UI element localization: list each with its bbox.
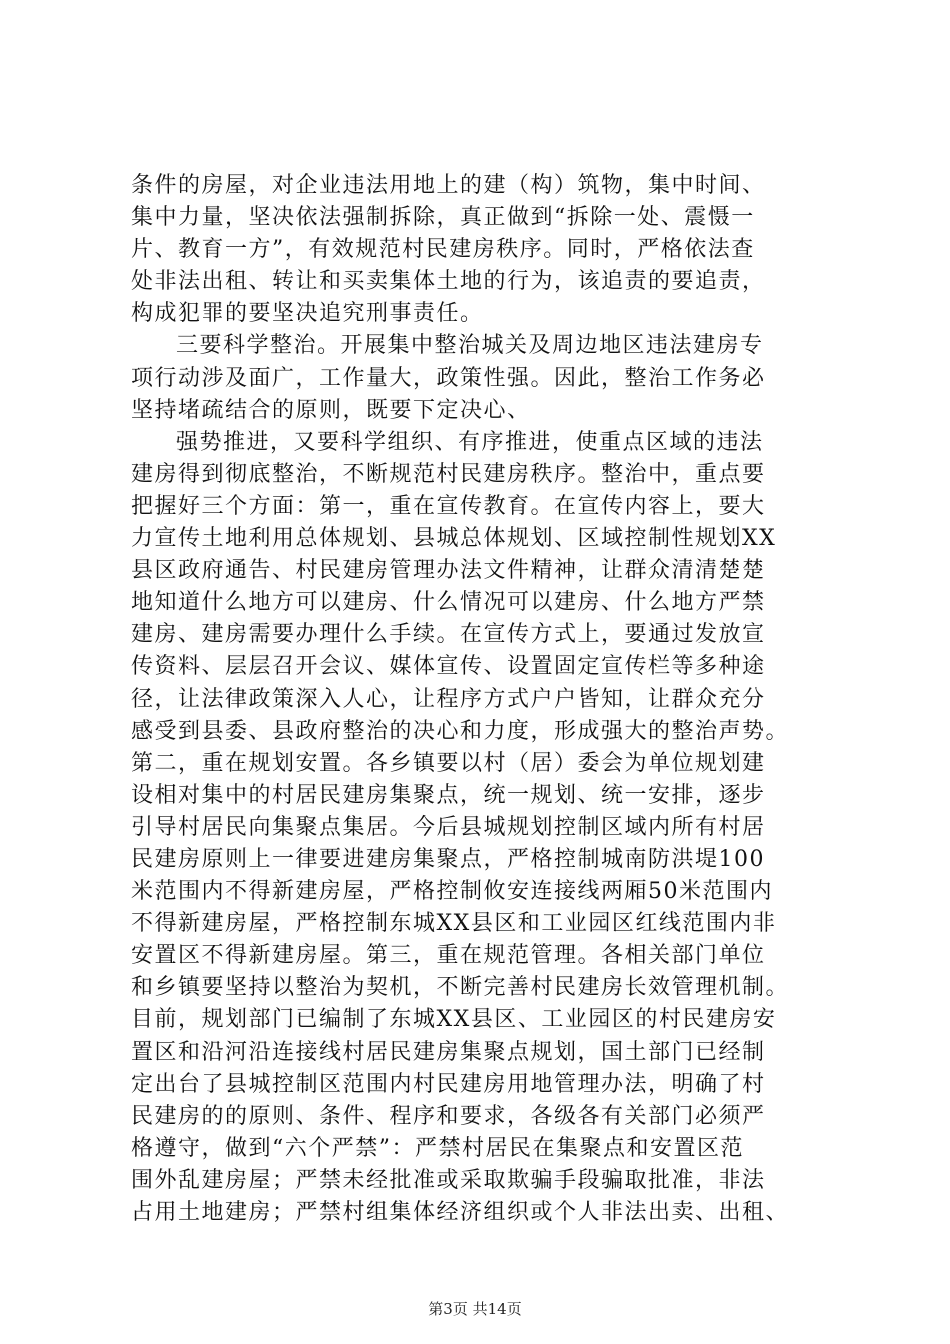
- text-line: 构成犯罪的要坚决追究刑事责任。: [131, 301, 484, 327]
- text-line: 引导村居民向集聚点集居。今后县城规划控制区域内所有村居: [131, 814, 766, 840]
- text-line: 建房、建房需要办理什么手续。在宣传方式上，要通过发放宣: [131, 622, 766, 648]
- text-line: 坚持堵疏结合的原则，既要下定决心、: [131, 397, 531, 423]
- text-line: 建房得到彻底整治，不断规范村民建房秩序。整治中，重点要: [131, 461, 766, 487]
- text-line: 处非法出租、转让和买卖集体土地的行为，该追责的要追责，: [131, 269, 766, 295]
- text-line: 条件的房屋，对企业违法用地上的建（构）筑物，集中时间、: [131, 173, 766, 198]
- text-line: 定出台了县城控制区范围内村民建房用地管理办法，明确了村: [131, 1071, 766, 1097]
- text-line: 米范围内不得新建房屋，严格控制攸安连接线两厢50米范围内: [131, 879, 773, 905]
- page-number: 第3页 共14页: [428, 1300, 522, 1318]
- text-line: 和乡镇要坚持以整治为契机，不断完善村民建房长效管理机制。: [131, 975, 790, 1001]
- text-line: 占用土地建房；严禁村组集体经济组织或个人非法出卖、出租、: [131, 1200, 790, 1225]
- text-line: 径，让法律政策深入人心，让程序方式户户皆知，让群众充分: [131, 686, 766, 712]
- text-line: 第二，重在规划安置。各乡镇要以村（居）委会为单位规划建: [131, 750, 766, 776]
- text-line: 片、教育一方”，有效规范村民建房秩序。同时，严格依法查: [131, 237, 755, 263]
- text-line: 置区和沿河沿连接线村居民建房集聚点规划，国土部门已经制: [131, 1039, 766, 1065]
- paragraph-start-line: 三要科学整治。开展集中整治城关及周边地区违法建房专: [176, 333, 764, 359]
- text-line: 安置区不得新建房屋。第三，重在规范管理。各相关部门单位: [131, 943, 766, 969]
- text-line: 民建房原则上一律要进建房集聚点，严格控制城南防洪堤100: [131, 846, 765, 872]
- body-text: [131, 170, 851, 1229]
- text-line: 把握好三个方面：第一，重在宣传教育。在宣传内容上，要大: [131, 493, 766, 519]
- text-line: 民建房的的原则、条件、程序和要求，各级各有关部门必须严: [131, 1103, 766, 1129]
- text-line: 县区政府通告、村民建房管理办法文件精神，让群众清清楚楚: [131, 558, 766, 584]
- text-line: 目前，规划部门已编制了东城XX县区、工业园区的村民建房安: [131, 1007, 777, 1033]
- text-line: 地知道什么地方可以建房、什么情况可以建房、什么地方严禁: [131, 590, 766, 616]
- text-line: 不得新建房屋，严格控制东城XX县区和工业园区红线范围内非: [131, 911, 777, 937]
- text-line: 设相对集中的村居民建房集聚点，统一规划、统一安排，逐步: [131, 782, 766, 808]
- text-line: 围外乱建房屋；严禁未经批准或采取欺骗手段骗取批准，非法: [131, 1167, 766, 1193]
- text-line: 项行动涉及面广，工作量大，政策性强。因此，整治工作务必: [131, 365, 766, 391]
- text-line: 传资料、层层召开会议、媒体宣传、设置固定宣传栏等多种途: [131, 654, 766, 680]
- text-line: 力宣传土地利用总体规划、县城总体规划、区域控制性规划XX: [131, 526, 777, 552]
- text-line: 集中力量，坚决依法强制拆除，真正做到“拆除一处、震慑一: [131, 205, 755, 231]
- paragraph-start-line: 强势推进，又要科学组织、有序推进，使重点区域的违法: [176, 429, 764, 455]
- text-line: 格遵守，做到“六个严禁”：严禁村居民在集聚点和安置区范: [131, 1135, 744, 1161]
- text-line: 感受到县委、县政府整治的决心和力度，形成强大的整治声势。: [131, 718, 790, 744]
- page-footer: [0, 1298, 950, 1319]
